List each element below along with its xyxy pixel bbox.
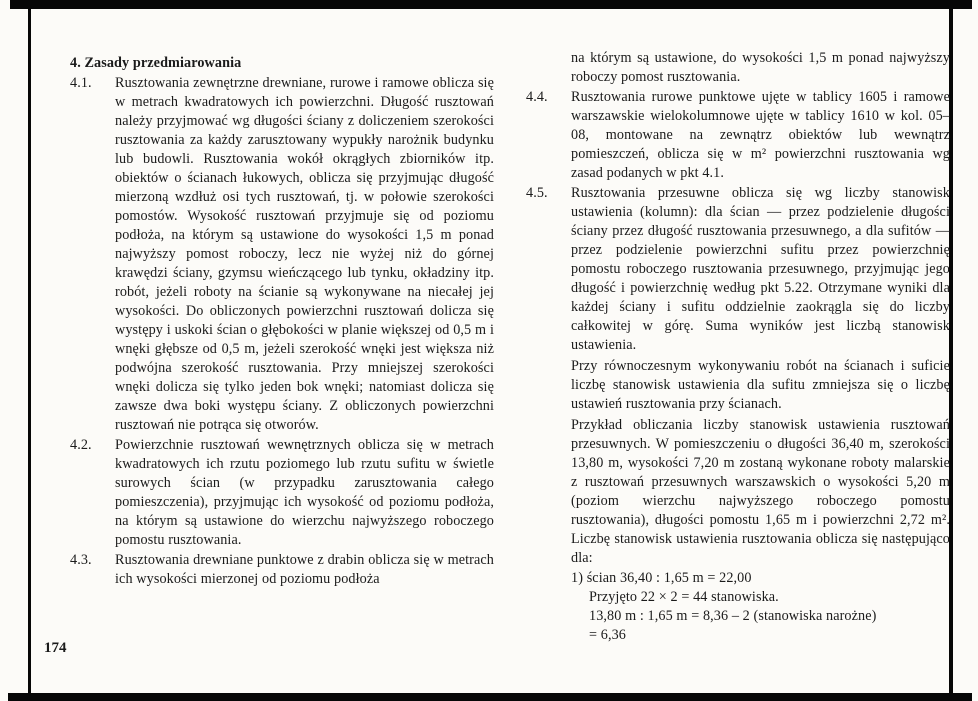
list-item-1-subline-3: = 6,36 xyxy=(589,627,626,643)
scan-edge-bottom xyxy=(8,693,972,701)
paragraph-simultaneous-works: Przy równoczesnym wykonywaniu robót na ścianach i suficie liczbę stanowisk ustawienia dla sufitu zmniejsza się o liczbę ustawień rusztowania przy ścianach. xyxy=(571,358,950,412)
continuation-paragraph: na którym są ustawione, do wysokości 1,5 m ponad najwyższy roboczy pomost rusztowania. xyxy=(571,50,950,85)
list-item-1-text: ścian 36,40 : 1,65 m = 22,00 xyxy=(586,570,752,586)
scan-edge-top xyxy=(10,0,972,9)
list-item-1 xyxy=(571,569,950,588)
clause-4-3-text: Rusztowania drewniane punktowe z drabin oblicza się w metrach ich wysokości mierzonej od poziomu podłoża xyxy=(115,552,494,587)
clause-4-3-number: 4.3. xyxy=(70,552,92,568)
list-item-1-subline-1: Przyjęto 22 × 2 = 44 stanowiska. xyxy=(589,589,779,605)
paragraph-example: Przykład obliczania liczby stanowisk ustawienia rusztowań przesuwnych. W pomieszczeniu o długości 36,40 m, szerokości 13,80 m, wysokości 7,20 m zostaną wykonane roboty malarskie z rusztowań przesuwnych warszawskich o wysokości 5,20 m (poziom wierzchu najwyższego roboczego pomostu rusztowania), długości pomostu 1,65 m i powierzchni 2,72 m². Liczbę stanowisk ustawienia rusztowania oblicza się następująco dla: xyxy=(571,417,950,566)
clause-4-1-text: Rusztowania zewnętrzne drewniane, rurowe i ramowe oblicza się w metrach kwadratowych ich powierzchni. Długość rusztowań należy przyjmować wg długości ściany z doliczeniem szerokości rusztowania za każdy zarusztowany wypukły narożnik budynku lub budowli. Rusztowania wokół okrągłych zbiorników itp. obiektów o ścianach łukowych, oblicza się przyjmując długość mierzoną wzdłuż osi tych rusztowań, tj. w połowie szerokości pomostów. Wysokość rusztowań przyjmuje się od poziomu podłoża, na którym są ustawione do wysokości 1,5 m ponad najwyższy pomost roboczy, lecz nie wyżej niż do górnej krawędzi ściany, gzymsu wieńczącego lub tynku, okładziny itp. robót, jeżeli roboty na ścianie są wykonywane na niecałej jej wysokości. Do obliczonych powierzchni rusztowań dolicza się występy i uskoki ścian o głębokości w planie większej od 0,5 m i wnęki głębsze od 0,5 m, jeżeli szerokość wnęki jest większa niż podwójna szerokość rusztowania. Przy mniejszej szerokości wnęki dolicza się tylko jeden bok wnęki; natomiast dolicza się zawsze dwa boki występu ściany. Z obliczonych powierzchni rusztowań nie potrąca się otworów. xyxy=(115,75,494,433)
list-item-1-marker: 1) xyxy=(571,570,584,586)
clause-4-4 xyxy=(526,88,950,183)
clause-4-2-number: 4.2. xyxy=(70,437,92,453)
example-calculation-list xyxy=(571,569,950,645)
clause-4-5-number: 4.5. xyxy=(526,185,548,201)
clause-4-2-text: Powierzchnie rusztowań wewnętrznych oblicza się w metrach kwadratowych ich rzutu poziomego lub rzutu sufitu w świetle surowych ścian (w przypadku zarusztowania całego pomieszczenia), przyjmując ich wysokość od poziomu podłoża, na którym są ustawione do wierzchu najwyższego roboczego pomostu rusztowania. xyxy=(115,437,494,548)
clause-4-5 xyxy=(526,184,950,355)
clause-4-1 xyxy=(70,74,494,435)
section-heading: 4. Zasady przedmiarowania xyxy=(70,55,242,71)
clause-4-4-text: Rusztowania rurowe punktowe ujęte w tablicy 1605 i ramowe warszawskie wielokolumnowe ujęte w tablicy 1610 w kol. 05–08, montowane na zewnątrz obiektów lub wewnątrz pomieszczeń, oblicza się w m² powierzchni rusztowania wg zasad podanych w pkt 4.1. xyxy=(571,89,950,181)
right-column xyxy=(526,49,950,645)
scan-edge-left xyxy=(28,7,31,695)
clause-4-4-number: 4.4. xyxy=(526,89,548,105)
clause-4-5-text: Rusztowania przesuwne oblicza się wg liczby stanowisk ustawienia (kolumn): dla ścian — przez podzielenie długości ściany przez długość rusztowania przesuwnego, a dla sufitów — przez podzielenie powierzchni sufitu przez powierzchnię pomostu roboczego rusztowania przesuwnego, przyjmując jego długość i powierzchnię według pkt 5.22. Otrzymane wyniki dla każdej ściany i sufitu oddzielnie zaokrągla się do liczby całkowitej w górę. Suma wyników jest liczbą stanowisk ustawienia. xyxy=(571,185,950,353)
page-number: 174 xyxy=(44,640,67,656)
clause-4-2 xyxy=(70,436,494,550)
clause-4-3 xyxy=(70,551,494,589)
left-column xyxy=(70,54,494,589)
list-item-1-subline-2: 13,80 m : 1,65 m = 8,36 – 2 (stanowiska narożne) xyxy=(589,608,877,624)
clause-4-1-number: 4.1. xyxy=(70,75,92,91)
